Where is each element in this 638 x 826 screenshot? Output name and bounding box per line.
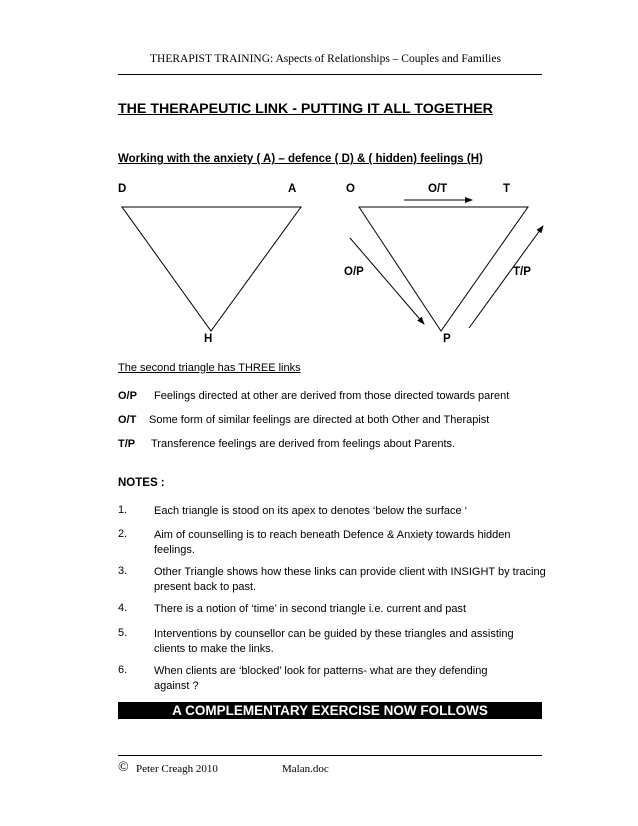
arrow-p-to-t [469,226,543,328]
label-other: O [346,183,355,195]
note-line: feelings. [154,544,195,556]
note-line: Each triangle is stood on its apex to denotes ‘below the surface ‘ [154,505,468,517]
note-number: 5. [118,627,128,639]
note-number: 2. [118,528,128,540]
link-triangle [359,207,528,331]
note-number: 3. [118,565,128,577]
label-hidden-feelings: H [204,333,213,345]
link-code: O/T [118,414,137,426]
note-line: clients to make the links. [154,643,274,655]
defence-triangle [122,207,301,331]
note-line: Interventions by counsellor can be guided by these triangles and assisting [154,628,514,640]
exercise-banner: A COMPLEMENTARY EXERCISE NOW FOLLOWS [118,702,542,719]
note-line: present back to past. [154,581,257,593]
notes-heading: NOTES : [118,477,165,489]
page-title: THE THERAPEUTIC LINK - PUTTING IT ALL TOGETHER [118,101,493,117]
note-text [154,504,554,519]
footer-filename: Malan.doc [282,763,329,775]
note-text [154,627,554,657]
link-description: Feelings directed at other are derived from those directed towards parent [154,390,510,402]
running-header: THERAPIST TRAINING: Aspects of Relationships – Couples and Families [150,53,501,65]
link-description: Some form of similar feelings are directed at both Other and Therapist [149,414,490,426]
arrow-o-to-p [350,238,424,324]
note-number: 1. [118,504,128,516]
label-therapist-parent: T/P [513,266,531,278]
note-text [154,602,554,617]
label-other-therapist: O/T [428,183,448,195]
link-code: O/P [118,390,137,402]
label-other-parent: O/P [344,266,364,278]
copyright-icon: © [118,760,129,775]
links-heading: The second triangle has THREE links [118,362,301,374]
link-code: T/P [118,438,136,450]
note-line: When clients are ‘blocked’ look for patterns- what are they defending [154,665,488,677]
footer-author: Peter Creagh 2010 [136,763,218,775]
note-line: Aim of counselling is to reach beneath Defence & Anxiety towards hidden [154,529,511,541]
label-defence: D [118,183,127,195]
note-text [154,664,554,694]
label-anxiety: A [288,183,297,195]
label-parent: P [443,333,451,345]
note-line: There is a notion of ‘time’ in second triangle i.e. current and past [154,603,467,615]
note-number: 4. [118,602,128,614]
footer-rule [118,755,542,756]
note-text [154,565,554,595]
note-number: 6. [118,664,128,676]
note-line: Other Triangle shows how these links can provide client with INSIGHT by tracing [154,566,546,578]
label-therapist: T [503,183,511,195]
note-text [154,528,554,558]
section-subtitle: Working with the anxiety ( A) – defence ( D) & ( hidden) feelings (H) [118,153,483,165]
link-description: Transference feelings are derived from feelings about Parents. [151,438,456,450]
note-line: against ? [154,680,199,692]
